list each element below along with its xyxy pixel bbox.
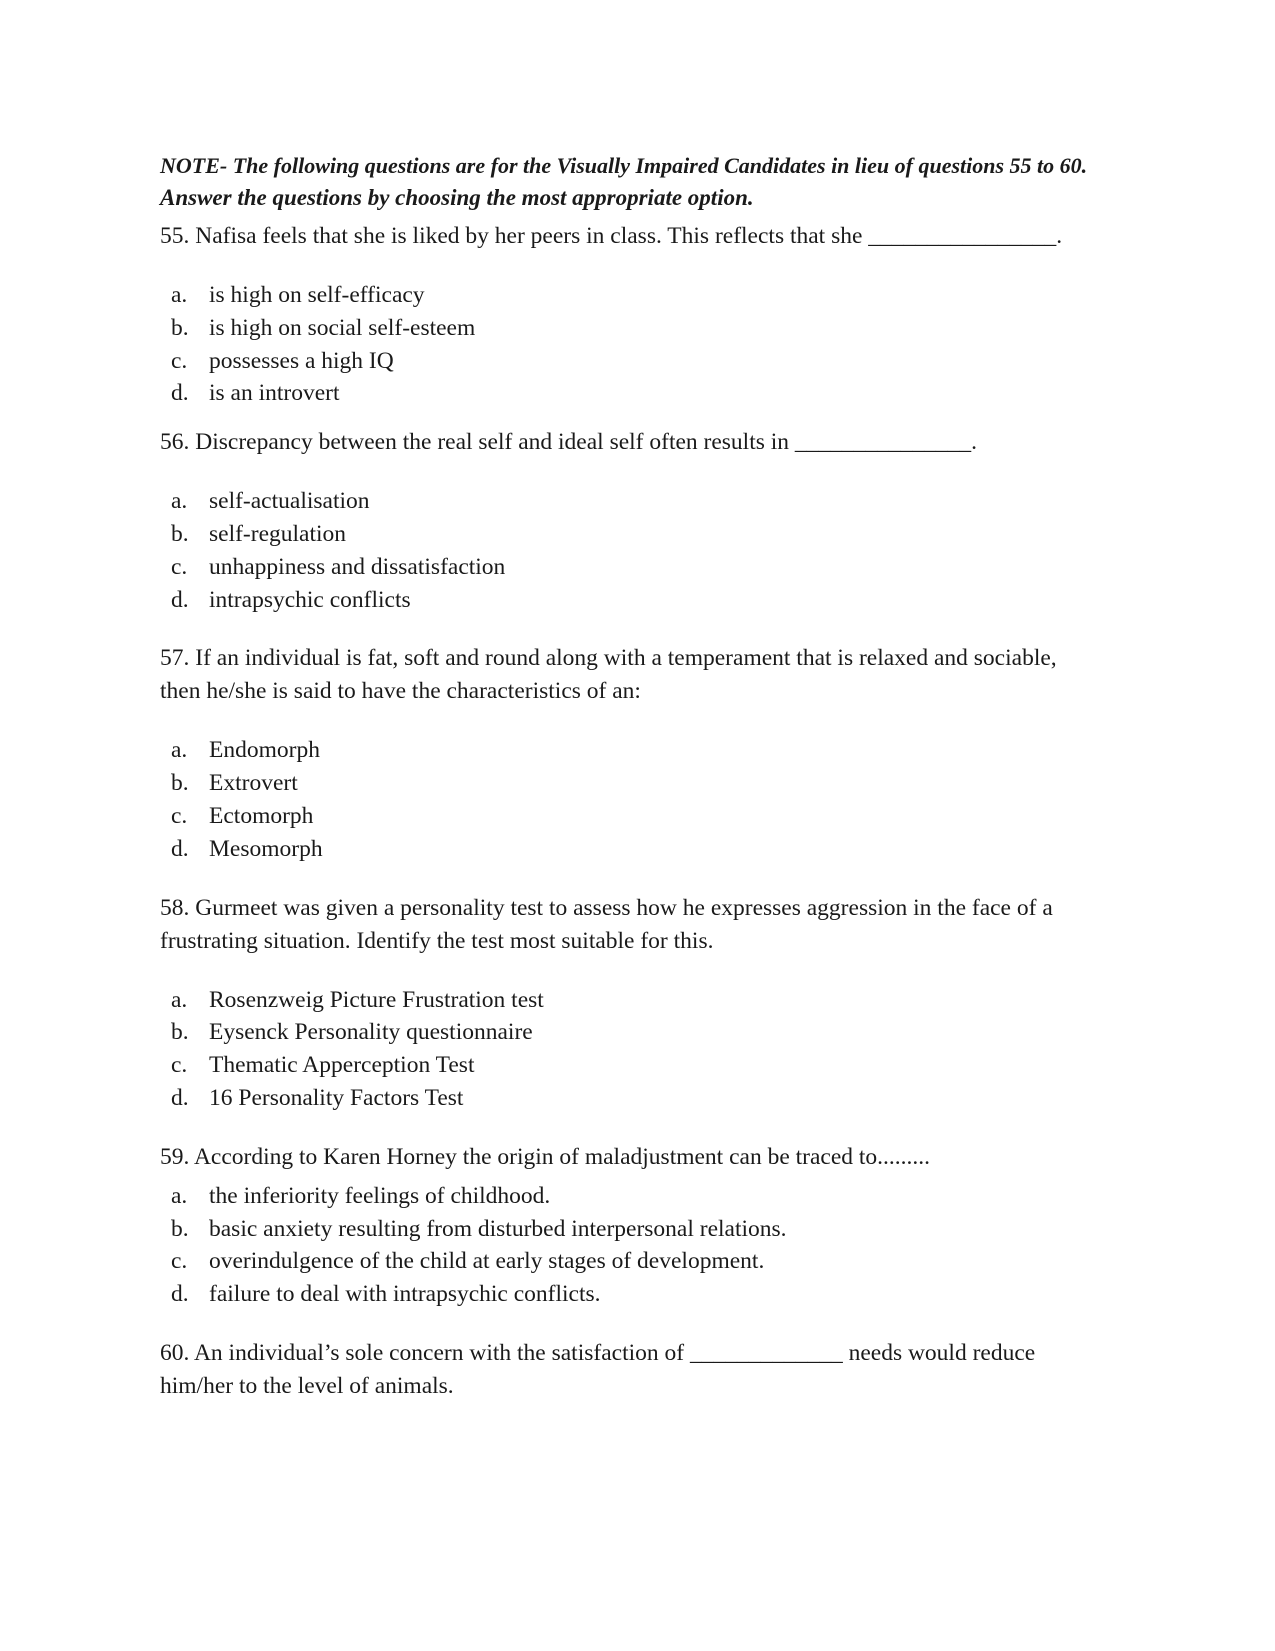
option-a: a. Endomorph xyxy=(171,737,320,764)
question-text: 59. According to Karen Horney the origin of maladjustment can be traced to......... xyxy=(160,1143,931,1170)
question-text: 57. If an individual is fat, soft and round along with a temperament that is relaxed and sociable, then he/she is said to have the characteristics of an: xyxy=(160,645,1057,705)
option-b: b. is high on social self-esteem xyxy=(171,314,476,341)
question-text: 60. An individual’s sole concern with the satisfaction of _____________ needs would reduce him/her to the level of animals. xyxy=(160,1339,1036,1399)
question-57 xyxy=(160,642,1140,865)
option-d: d. is an introvert xyxy=(171,380,340,407)
option-list xyxy=(160,1180,1140,1311)
question-text: 58. Gurmeet was given a personality test to assess how he expresses aggression in the face of a frustrating situation. Identify the test most suitable for this. xyxy=(160,894,1053,954)
option-d: d. Mesomorph xyxy=(171,835,323,862)
option-c: c. Ectomorph xyxy=(171,802,314,829)
question-60 xyxy=(160,1337,1140,1403)
option-c: c. Thematic Apperception Test xyxy=(171,1052,475,1079)
option-c: c. unhappiness and dissatisfaction xyxy=(171,553,506,580)
option-a: a. self-actualisation xyxy=(171,488,370,515)
option-b: b. Eysenck Personality questionnaire xyxy=(171,1019,533,1046)
note-line-2: Answer the questions by choosing the most appropriate option. xyxy=(160,185,754,210)
option-list xyxy=(160,279,1140,410)
option-a: a. Rosenzweig Picture Frustration test xyxy=(171,986,544,1013)
option-c: c. overindulgence of the child at early stages of development. xyxy=(171,1248,765,1275)
note-line-1: NOTE- The following questions are for the Visually Impaired Candidates in lieu of questions 55 to 60. xyxy=(160,153,1088,178)
question-text: 55. Nafisa feels that she is liked by her peers in class. This reflects that she ________________. xyxy=(160,223,1063,249)
exam-page xyxy=(160,150,1140,1419)
option-a: a. is high on self-efficacy xyxy=(171,282,425,308)
question-58 xyxy=(160,892,1140,1115)
question-56 xyxy=(160,426,1140,616)
option-list xyxy=(160,485,1140,616)
option-c: c. possesses a high IQ xyxy=(171,347,394,374)
instructions-note xyxy=(160,150,1140,214)
option-b: b. self-regulation xyxy=(171,520,347,547)
option-list xyxy=(160,984,1140,1115)
option-b: b. basic anxiety resulting from disturbed interpersonal relations. xyxy=(171,1215,787,1242)
option-d: d. 16 Personality Factors Test xyxy=(171,1084,464,1111)
option-b: b. Extrovert xyxy=(171,770,298,797)
option-a: a. the inferiority feelings of childhood. xyxy=(171,1182,551,1209)
question-55 xyxy=(160,220,1140,410)
option-list xyxy=(160,734,1140,865)
question-59 xyxy=(160,1141,1140,1311)
question-text: 56. Discrepancy between the real self and ideal self often results in _______________. xyxy=(160,429,978,456)
option-d: d. failure to deal with intrapsychic conflicts. xyxy=(171,1281,601,1308)
option-d: d. intrapsychic conflicts xyxy=(171,586,411,613)
